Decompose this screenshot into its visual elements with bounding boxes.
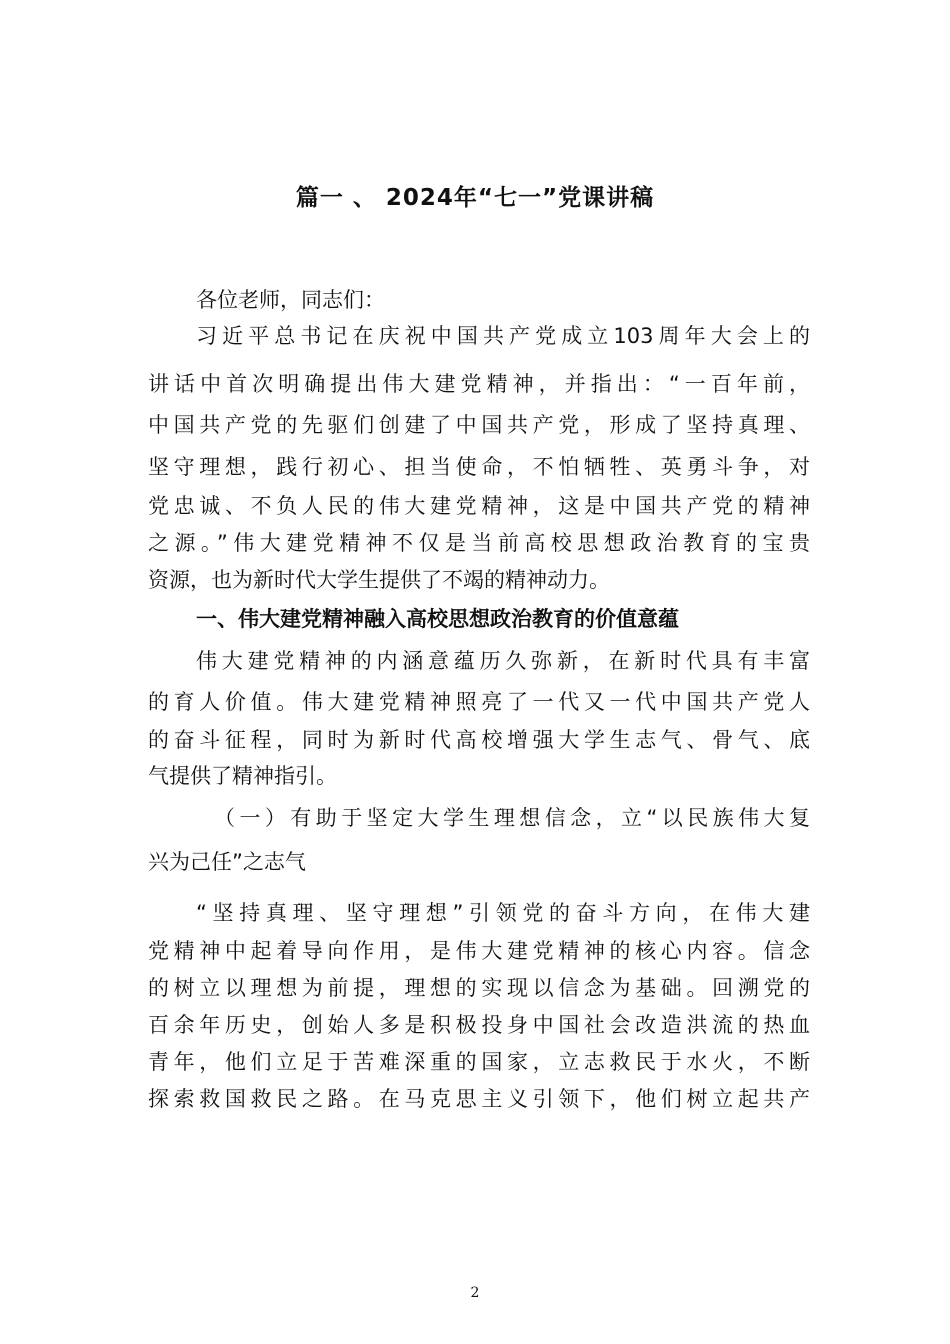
page-number: 2 xyxy=(470,1285,480,1301)
body-line: 气提供了精神指引。 xyxy=(148,764,337,788)
body-line: 中国共产党的先驱们创建了中国共产党，形成了坚持真理、 xyxy=(148,413,810,437)
body-line: 党忠诚、不负人民的伟大建党精神，这是中国共产党的精神 xyxy=(148,494,810,518)
body-line: 的育人价值。伟大建党精神照亮了一代又一代中国共产党人 xyxy=(148,690,810,714)
body-line: 讲话中首次明确提出伟大建党精神，并指出：“一百年前， xyxy=(148,372,810,396)
body-line: 百余年历史，创始人多是积极投身中国社会改造洪流的热血 xyxy=(148,1013,810,1037)
salutation: 各位老师，同志们： xyxy=(196,288,385,312)
body-line: 党精神中起着导向作用，是伟大建党精神的核心内容。信念 xyxy=(148,939,810,963)
document-title: 篇一 、 2024年“七一”党课讲稿 xyxy=(295,185,655,211)
body-line: 坚守理想，践行初心、担当使命，不怕牺牲、英勇斗争，对 xyxy=(148,455,810,479)
body-line: 习近平总书记在庆祝中国共产党成立103周年大会上的 xyxy=(196,324,810,348)
body-line: 资源，也为新时代大学生提供了不竭的精神动力。 xyxy=(148,568,610,592)
body-line: 探索救国救民之路。在马克思主义引领下，他们树立起共产 xyxy=(148,1087,810,1111)
body-line: 之源。”伟大建党精神不仅是当前高校思想政治教育的宝贵 xyxy=(148,531,810,555)
body-line: 青年，他们立足于苦难深重的国家，立志救民于水火，不断 xyxy=(148,1050,810,1074)
body-line: 的树立以理想为前提，理想的实现以信念为基础。回溯党的 xyxy=(148,976,810,1000)
body-line: “坚持真理、坚守理想”引领党的奋斗方向，在伟大建 xyxy=(196,901,810,925)
body-line: 伟大建党精神的内涵意蕴历久弥新，在新时代具有丰富 xyxy=(196,649,810,673)
subsection-heading: （一）有助于坚定大学生理想信念，立“以民族伟大复 xyxy=(214,806,810,830)
subsection-heading: 兴为己任”之志气 xyxy=(148,850,306,874)
body-line: 的奋斗征程，同时为新时代高校增强大学生志气、骨气、底 xyxy=(148,728,810,752)
section-heading: 一、伟大建党精神融入高校思想政治教育的价值意蕴 xyxy=(196,607,679,631)
